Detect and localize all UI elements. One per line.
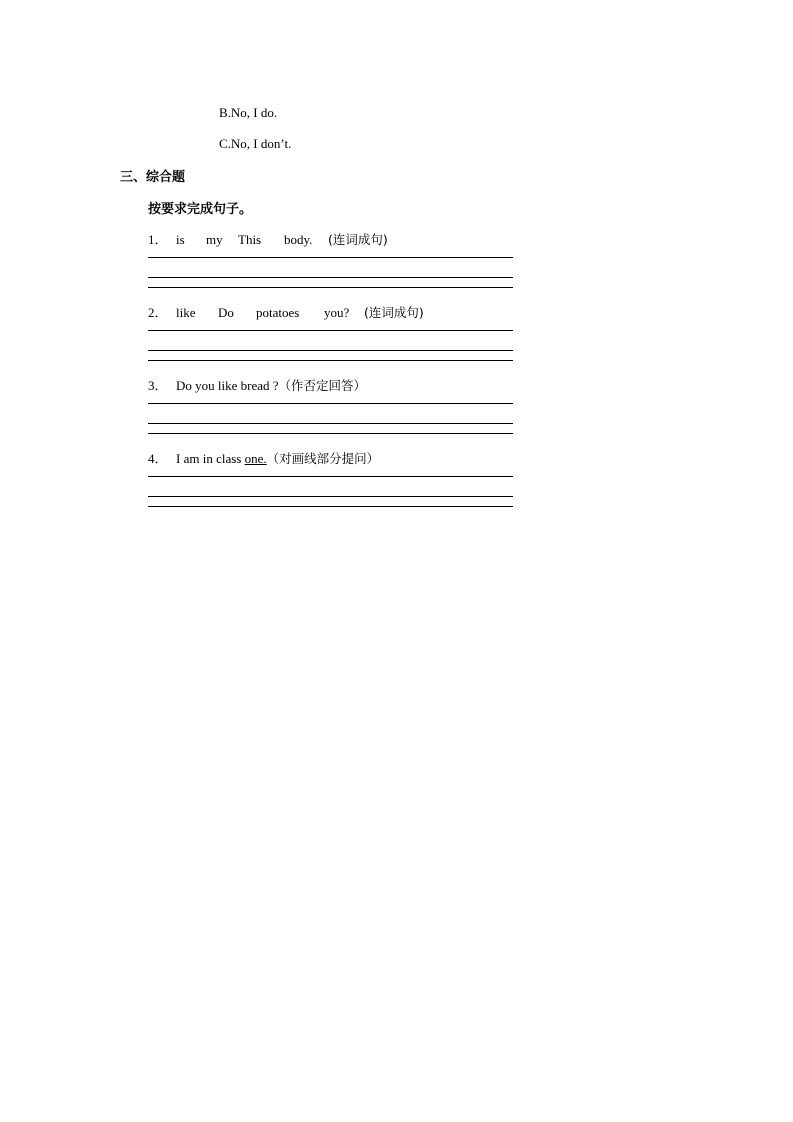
answer-line: [148, 330, 513, 331]
question-2: [148, 302, 424, 321]
word-tile: you?: [324, 305, 350, 320]
answer-line: [148, 277, 513, 278]
answer-line: [148, 350, 513, 351]
option-c: C.No, I don’t.: [219, 136, 292, 151]
question-text: Do you like bread ?: [176, 378, 279, 393]
question-number: 2．: [148, 305, 168, 320]
answer-line: [148, 287, 513, 288]
answer-line: [148, 476, 513, 477]
answer-line: [148, 423, 513, 424]
question-hint: （对画线部分提问）: [266, 451, 380, 466]
word-tile: is: [176, 232, 185, 247]
section-instruction: 按要求完成句子。: [148, 202, 253, 217]
question-1: [148, 229, 388, 248]
word-tile: body.: [284, 232, 313, 247]
answer-line: [148, 506, 513, 507]
question-3: [148, 375, 366, 394]
section-title: 三、综合题: [120, 170, 186, 185]
answer-line: [148, 360, 513, 361]
word-tile: This: [238, 232, 262, 247]
answer-line: [148, 433, 513, 434]
question-number: 1．: [148, 232, 168, 247]
answer-line: [148, 257, 513, 258]
word-tile: Do: [218, 305, 234, 320]
question-number: 4．: [148, 451, 168, 466]
question-number: 3．: [148, 378, 168, 393]
question-4: [148, 448, 379, 467]
word-tile: like: [176, 305, 196, 320]
question-hint: (连词成句): [364, 305, 424, 320]
word-tile: potatoes: [256, 305, 300, 320]
answer-line: [148, 403, 513, 404]
answer-line: [148, 496, 513, 497]
question-text: I am in class: [176, 451, 245, 466]
underlined-word: one.: [244, 451, 267, 466]
question-hint: (连词成句): [328, 232, 388, 247]
question-hint: （作否定回答）: [278, 378, 367, 393]
option-b: B.No, I do.: [219, 105, 278, 120]
word-tile: my: [206, 232, 223, 247]
